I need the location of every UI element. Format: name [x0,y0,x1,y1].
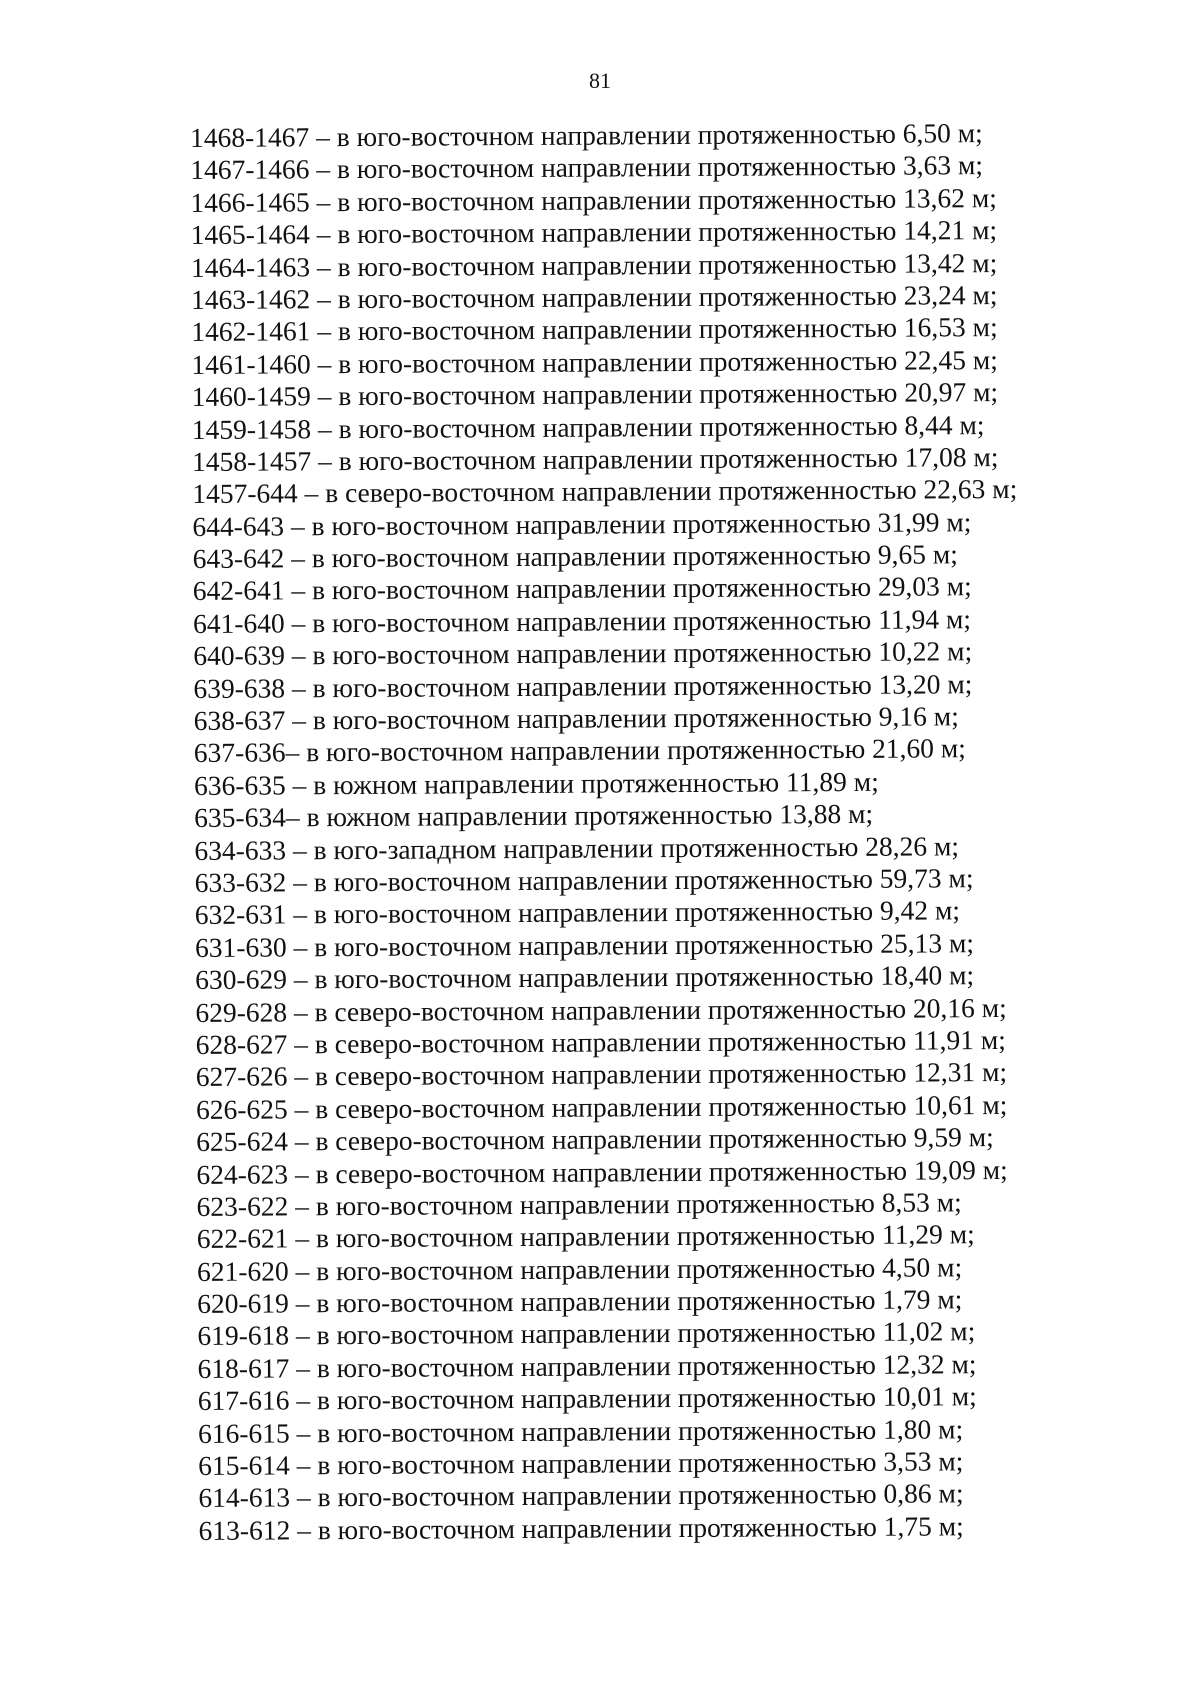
boundary-segment-line: 1465-1464 – в юго-восточном направлении протяженностью 14,21 м; [190,214,998,251]
boundary-segment-line: 1464-1463 – в юго-восточном направлении протяженностью 13,42 м; [190,246,998,283]
boundary-segment-line: 637-636– в юго-восточном направлении протяженностью 21,60 м; [193,732,966,769]
boundary-segment-line: 1460-1459 – в юго-восточном направлении протяженностью 20,97 м; [191,376,999,413]
boundary-segment-line: 629-628 – в северо-восточном направлении протяженностью 20,16 м; [195,991,1007,1028]
boundary-segment-line: 623-622 – в юго-восточном направлении протяженностью 8,53 м; [196,1186,962,1222]
boundary-segment-line: 625-624 – в северо-восточном направлении протяженностью 9,59 м; [196,1121,994,1158]
boundary-segment-line: 627-626 – в северо-восточном направлении протяженностью 12,31 м; [195,1056,1008,1093]
boundary-segment-line: 1459-1458 – в юго-восточном направлении протяженностью 8,44 м; [191,408,985,445]
boundary-segment-line: 624-623 – в северо-восточном направлении протяженностью 19,09 м; [196,1153,1008,1190]
boundary-segment-line: 628-627 – в северо-восточном направлении протяженностью 11,91 м; [195,1023,1006,1060]
boundary-segment-line: 1463-1462 – в юго-восточном направлении протяженностью 23,24 м; [190,279,998,315]
boundary-segment-line: 620-619 – в юго-восточном направлении протяженностью 1,79 м; [197,1283,963,1320]
boundary-segment-line: 633-632 – в юго-восточном направлении протяженностью 59,73 м; [194,862,974,898]
boundary-segment-line: 642-641 – в юго-восточном направлении протяженностью 29,03 м; [192,570,972,607]
boundary-segment-line: 634-633 – в юго-западном направлении протяженностью 28,26 м; [194,829,960,866]
boundary-segment-line: 618-617 – в юго-восточном направлении протяженностью 12,32 м; [197,1348,977,1384]
boundary-segment-line: 614-613 – в юго-восточном направлении протяженностью 0,86 м; [198,1477,964,1514]
boundary-segment-line: 643-642 – в юго-восточном направлении протяженностью 9,65 м; [192,538,958,575]
boundary-segment-line: 1458-1457 – в юго-восточном направлении протяженностью 17,08 м; [191,440,999,477]
boundary-segment-line: 1468-1467 – в юго-восточном направлении протяженностью 6,50 м; [190,117,983,153]
boundary-segment-line: 613-612 – в юго-восточном направлении протяженностью 1,75 м; [198,1510,964,1546]
boundary-segment-line: 640-639 – в юго-восточном направлении протяженностью 10,22 м; [193,635,973,672]
boundary-segment-line: 630-629 – в юго-восточном направлении протяженностью 18,40 м; [195,959,975,996]
boundary-segment-line: 631-630 – в юго-восточном направлении протяженностью 25,13 м; [194,926,975,963]
boundary-segment-line: 619-618 – в юго-восточном направлении протяженностью 11,02 м; [197,1315,976,1352]
boundary-segment-line: 639-638 – в юго-восточном направлении протяженностью 13,20 м; [193,667,973,704]
boundary-segment-line: 621-620 – в юго-восточном направлении протяженностью 4,50 м; [196,1250,963,1287]
boundary-segment-line: 1467-1466 – в юго-восточном направлении протяженностью 3,63 м; [190,149,984,186]
boundary-segment-line: 616-615 – в юго-восточном направлении протяженностью 1,80 м; [197,1412,964,1449]
boundary-segment-line: 1461-1460 – в юго-восточном направлении протяженностью 22,45 м; [191,343,998,380]
boundary-segment-line: 644-643 – в юго-восточном направлении протяженностью 31,99 м; [192,505,972,542]
boundary-segment-line: 641-640 – в юго-восточном направлении протяженностью 11,94 м; [192,603,972,639]
boundary-segment-line: 1457-644 – в северо-восточном направлении протяженностью 22,63 м; [192,473,1018,510]
boundary-segment-line: 632-631 – в юго-восточном направлении протяженностью 9,42 м; [194,894,961,931]
boundary-segment-line: 638-637 – в юго-восточном направлении протяженностью 9,16 м; [193,700,959,737]
boundary-segment-line: 617-616 – в юго-восточном направлении протяженностью 10,01 м; [197,1380,977,1417]
boundary-segment-list [190,117,1024,1547]
boundary-segment-line: 615-614 – в юго-восточном направлении протяженностью 3,53 м; [198,1445,964,1481]
page-number: 81 [589,68,611,93]
boundary-segment-line: 1466-1465 – в юго-восточном направлении протяженностью 13,62 м; [190,181,997,218]
boundary-segment-line: 622-621 – в юго-восточном направлении протяженностью 11,29 м; [196,1218,975,1255]
boundary-segment-line: 636-635 – в южном направлении протяженностью 11,89 м; [193,765,879,801]
boundary-segment-line: 626-625 – в северо-восточном направлении протяженностью 10,61 м; [195,1088,1008,1125]
boundary-segment-line: 635-634– в южном направлении протяженностью 13,88 м; [194,798,874,834]
boundary-segment-line: 1462-1461 – в юго-восточном направлении протяженностью 16,53 м; [191,311,998,348]
